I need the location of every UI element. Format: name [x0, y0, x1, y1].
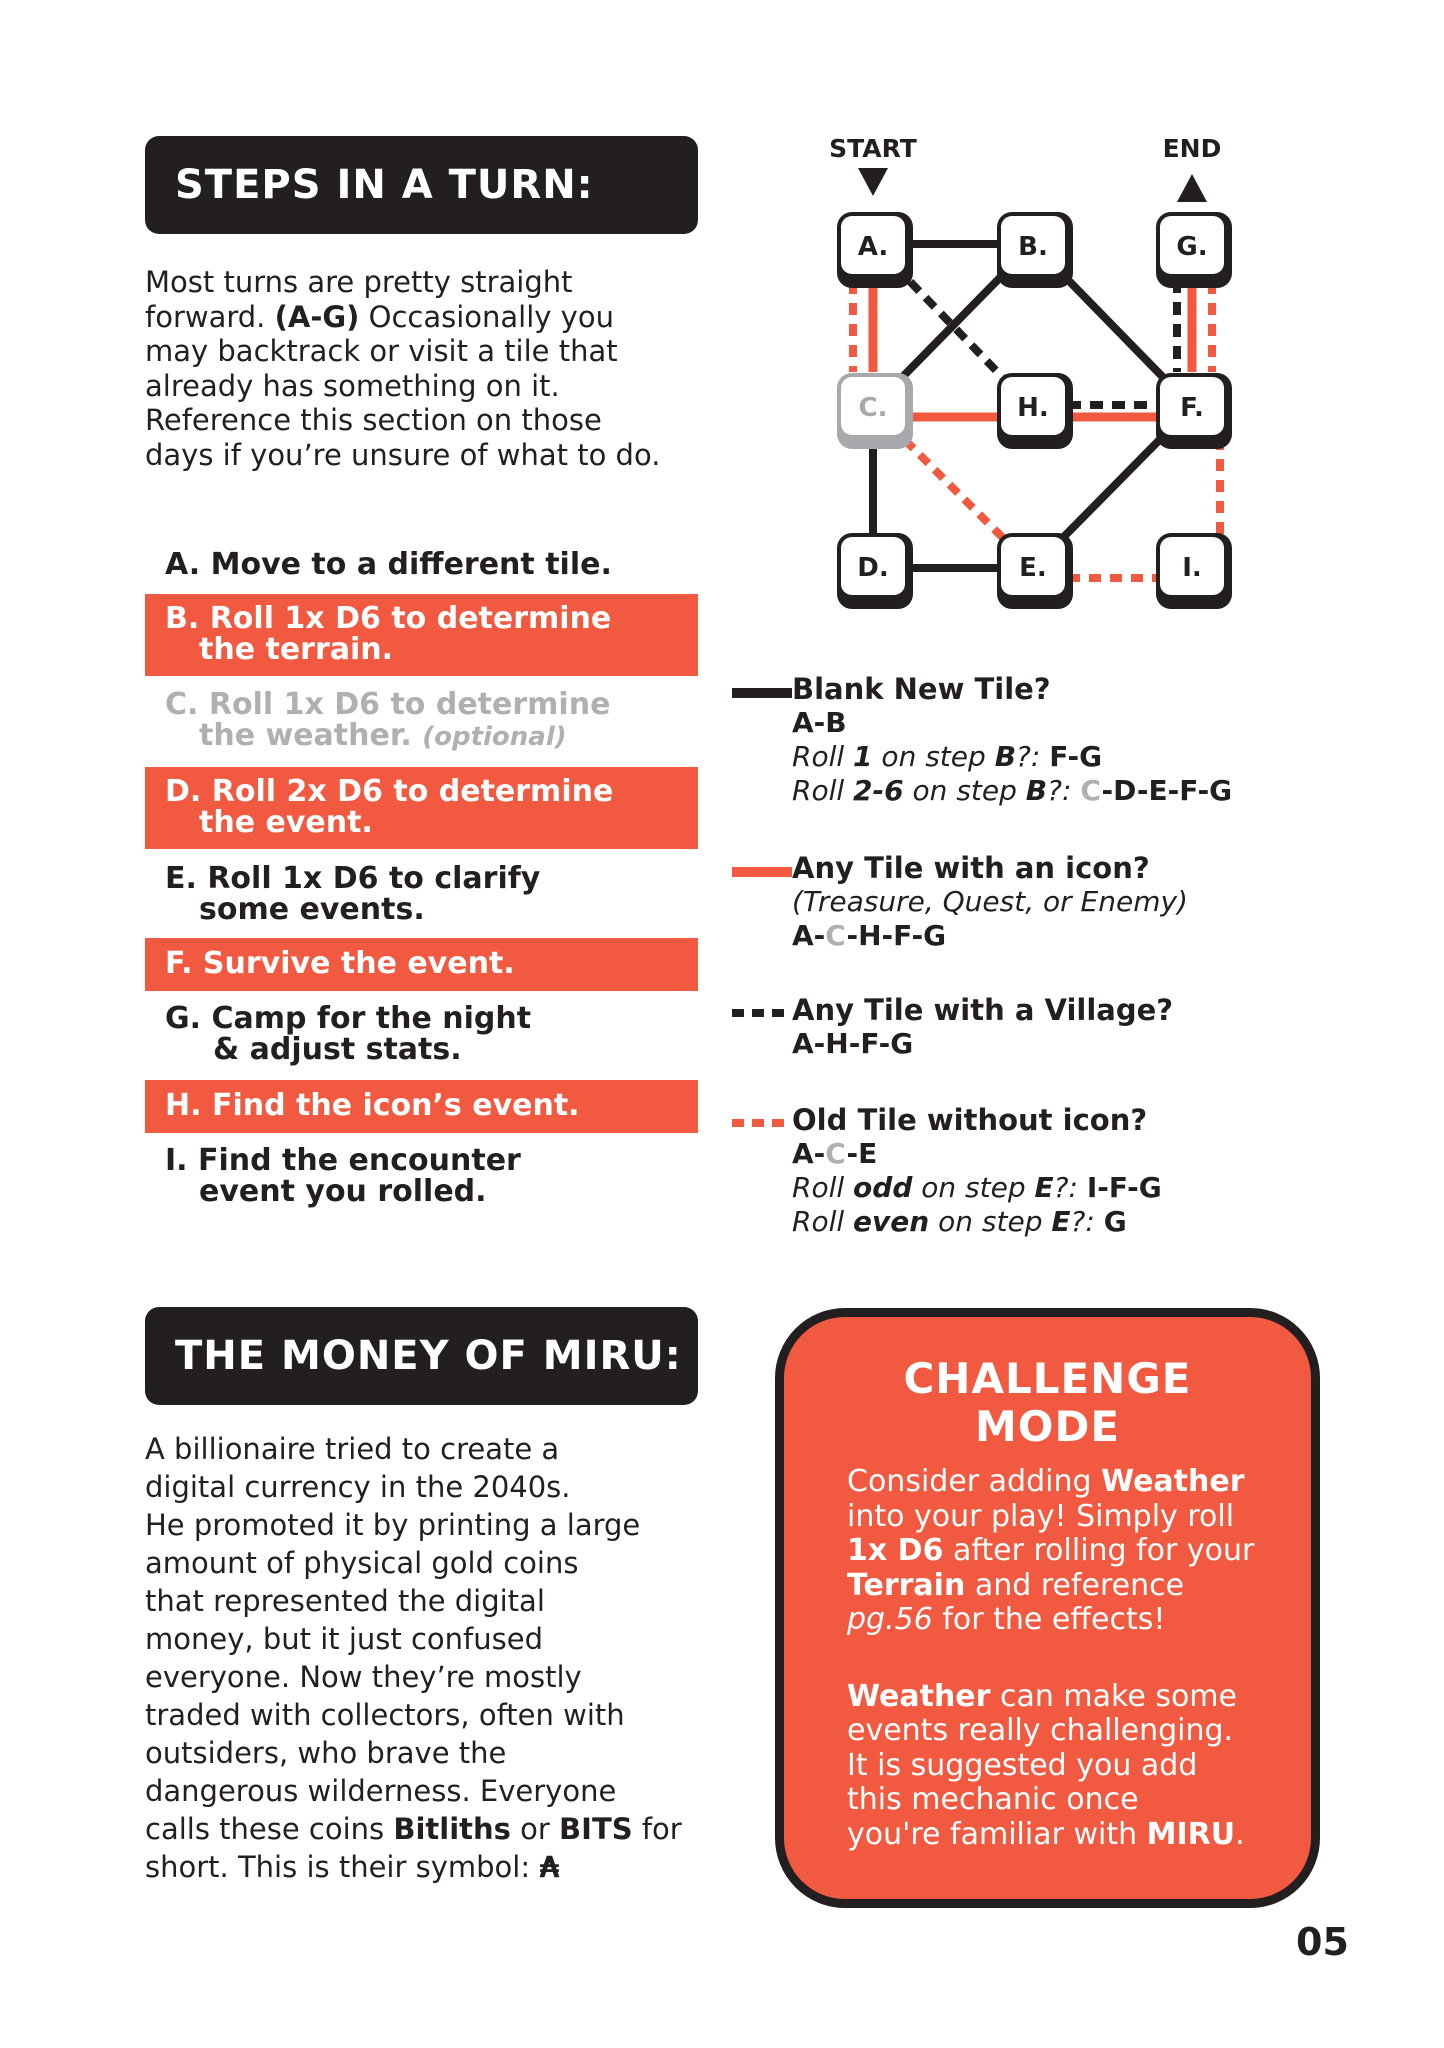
optional-note: (optional)	[422, 722, 567, 752]
legend-rule: Roll 1 on step B?: F-G	[792, 740, 1103, 773]
svg-text:C.: C.	[858, 393, 888, 423]
edge-c-e-red-dashed	[905, 440, 1005, 540]
node-i	[1156, 533, 1232, 609]
node-h	[997, 373, 1073, 449]
node-e	[997, 533, 1073, 609]
intro-line: forward. (A-G) Occasionally you	[145, 299, 614, 334]
node-g	[1156, 212, 1232, 288]
challenge-title: CHALLENGE MODE	[903, 1354, 1192, 1451]
step-g: G. Camp for the night & adjust stats.	[165, 1001, 532, 1067]
turn-flow-diagram	[780, 120, 1280, 640]
legend-tile-with-icon: Any Tile with an icon? (Treasure, Quest, or Enemy) A-C-H-F-G	[792, 851, 1188, 953]
node-a	[837, 212, 913, 288]
legend-solid-black-line	[732, 688, 792, 698]
legend-solid-red-line	[732, 867, 792, 877]
intro-line: Most turns are pretty straight	[145, 265, 573, 299]
challenge-mode-box	[775, 1308, 1320, 1908]
svg-text:A.: A.	[857, 232, 889, 262]
step-f: F. Survive the event.	[145, 938, 698, 991]
step-b: B. Roll 1x D6 to determine the terrain.	[145, 594, 698, 676]
svg-text:E.: E.	[1019, 553, 1047, 583]
money-title: THE MONEY OF MIRU:	[175, 1333, 682, 1379]
end-arrow-icon	[1177, 174, 1207, 202]
intro-line: already has something on it.	[145, 368, 560, 403]
node-b	[997, 212, 1073, 288]
svg-text:D.: D.	[857, 553, 889, 583]
legend-rule: Roll odd on step E?: I-F-G	[792, 1171, 1162, 1204]
svg-text:H.: H.	[1017, 393, 1049, 423]
step-i: I. Find the encounter event you rolled.	[165, 1143, 521, 1209]
challenge-text: Consider adding Weather into your play! Simply roll 1x D6 after rolling for your Terrain and reference pg.56 for the effects! Weather can make some events really challenging. It is suggested you add this mechanic once you're familiar with MIRU.	[847, 1464, 1255, 1852]
svg-text:G.: G.	[1176, 232, 1208, 262]
step-h: H. Find the icon’s event.	[145, 1080, 698, 1133]
start-arrow-icon	[858, 168, 888, 196]
legend-black-dashed-line	[732, 1009, 792, 1017]
legend-blank-new-tile: Blank New Tile? A-B Roll 1 on step B?: F-G Roll 2-6 on step B?: C-D-E-F-G	[792, 672, 1232, 808]
node-c	[837, 373, 913, 449]
legend-rule: Roll 2-6 on step B?: C-D-E-F-G	[792, 774, 1233, 807]
step-d: D. Roll 2x D6 to determine the event.	[145, 767, 698, 849]
step-c: C. Roll 1x D6 to determine the weather. (optional)	[165, 687, 611, 753]
steps-header	[145, 136, 698, 234]
legend-tile-with-village: Any Tile with a Village? A-H-F-G	[792, 993, 1173, 1061]
legend-red-dashed-line	[732, 1119, 792, 1127]
node-f	[1156, 373, 1232, 449]
intro-line: days if you’re unsure of what to do.	[145, 437, 661, 472]
svg-text:F.: F.	[1180, 393, 1204, 423]
page-number: 05	[1296, 1920, 1349, 1964]
money-header	[145, 1307, 698, 1405]
legend-old-tile: Old Tile without icon? A-C-E Roll odd on step E?: I-F-G Roll even on step E?: G	[792, 1103, 1162, 1239]
step-e: E. Roll 1x D6 to clarify some events.	[165, 861, 541, 927]
svg-text:I.: I.	[1182, 553, 1202, 583]
intro-line: may backtrack or visit a tile that	[145, 334, 618, 368]
step-a: A. Move to a different tile.	[165, 547, 612, 582]
intro-line: Reference this section on those	[145, 403, 602, 437]
steps-intro	[145, 265, 705, 472]
steps-title: STEPS IN A TURN:	[175, 162, 594, 208]
svg-text:B.: B.	[1018, 232, 1048, 262]
node-d	[837, 533, 913, 609]
bits-symbol-icon: ₳	[539, 1850, 560, 1884]
money-text: A billionaire tried to create a digital currency in the 2040s. He promoted it by printing a large amount of physical gold coins that represented the digital money, but it just confused everyone. Now they’re mostly traded with collectors, often with outsiders, who brave the dangerous wilderness. Everyone calls these coins Bitliths or BITS for short. This is their symbol: ₳	[145, 1432, 682, 1884]
end-label: END	[1162, 134, 1222, 163]
legend-rule: Roll even on step E?: G	[792, 1205, 1127, 1238]
start-label: START	[829, 134, 917, 163]
